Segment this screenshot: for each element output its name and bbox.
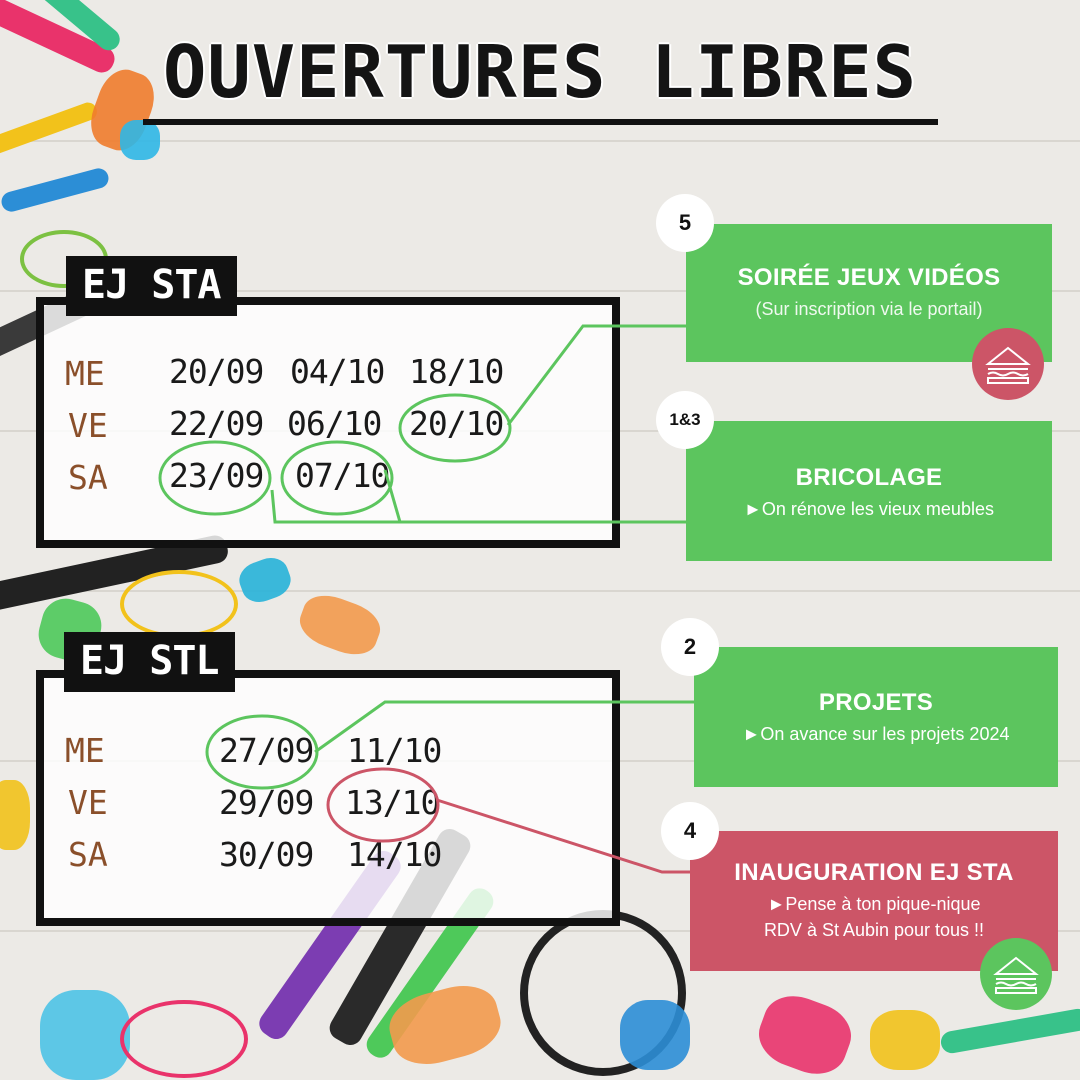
- ej-stl-day-ve: VE: [68, 783, 108, 822]
- badge-number-2: 2: [661, 618, 719, 676]
- badge-number-4: 4: [661, 802, 719, 860]
- ej-stl-day-sa: SA: [68, 835, 108, 874]
- page-title: OUVERTURES LIBRES: [163, 30, 917, 114]
- card-bricolage: [686, 421, 1052, 561]
- card-inauguration-line1: ►Pense à ton pique-nique: [767, 894, 981, 914]
- ej-stl-date: 27/09: [219, 731, 314, 770]
- ej-stl-date: 29/09: [219, 783, 314, 822]
- sandwich-icon: [972, 328, 1044, 400]
- ej-sta-date: 23/09: [169, 456, 264, 495]
- ej-stl-date: 14/10: [347, 835, 442, 874]
- ej-sta-day-ve: VE: [68, 406, 108, 445]
- card-projets-title: PROJETS: [818, 689, 934, 716]
- sandwich-icon: [980, 938, 1052, 1010]
- ej-sta-date: 06/10: [287, 404, 382, 443]
- ej-stl-date: 30/09: [219, 835, 314, 874]
- badge-number-5: 5: [656, 194, 714, 252]
- ej-sta-date: 22/09: [169, 404, 264, 443]
- card-soiree-title: SOIRÉE JEUX VIDÉOS: [737, 264, 1001, 291]
- ej-sta-tag: EJ STA: [66, 256, 237, 316]
- ej-sta-date: 04/10: [290, 352, 385, 391]
- ej-stl-tag: EJ STL: [64, 632, 235, 692]
- ej-sta-date: 18/10: [409, 352, 504, 391]
- ej-sta-day-sa: SA: [68, 458, 108, 497]
- card-inauguration-title: INAUGURATION EJ STA: [734, 859, 1014, 886]
- ej-stl-day-me: ME: [65, 731, 105, 770]
- badge-number-1-3: 1&3: [656, 391, 714, 449]
- ej-stl-date: 11/10: [347, 731, 442, 770]
- ej-sta-date: 20/09: [169, 352, 264, 391]
- ej-stl-date: 13/10: [345, 783, 440, 822]
- card-soiree-subtitle: (Sur inscription via le portail): [755, 299, 983, 319]
- card-projets-subtitle: ►On avance sur les projets 2024: [742, 724, 1010, 744]
- card-projets: [694, 647, 1058, 787]
- ej-stl-schedule: [36, 670, 620, 926]
- card-bricolage-subtitle: ►On rénove les vieux meubles: [744, 499, 994, 519]
- ej-sta-date: 20/10: [409, 404, 504, 443]
- ej-sta-date: 07/10: [295, 456, 390, 495]
- title-underline: [143, 119, 938, 125]
- ej-sta-day-me: ME: [65, 354, 105, 393]
- card-inauguration-line2: RDV à St Aubin pour tous !!: [763, 920, 985, 940]
- card-bricolage-title: BRICOLAGE: [795, 464, 943, 491]
